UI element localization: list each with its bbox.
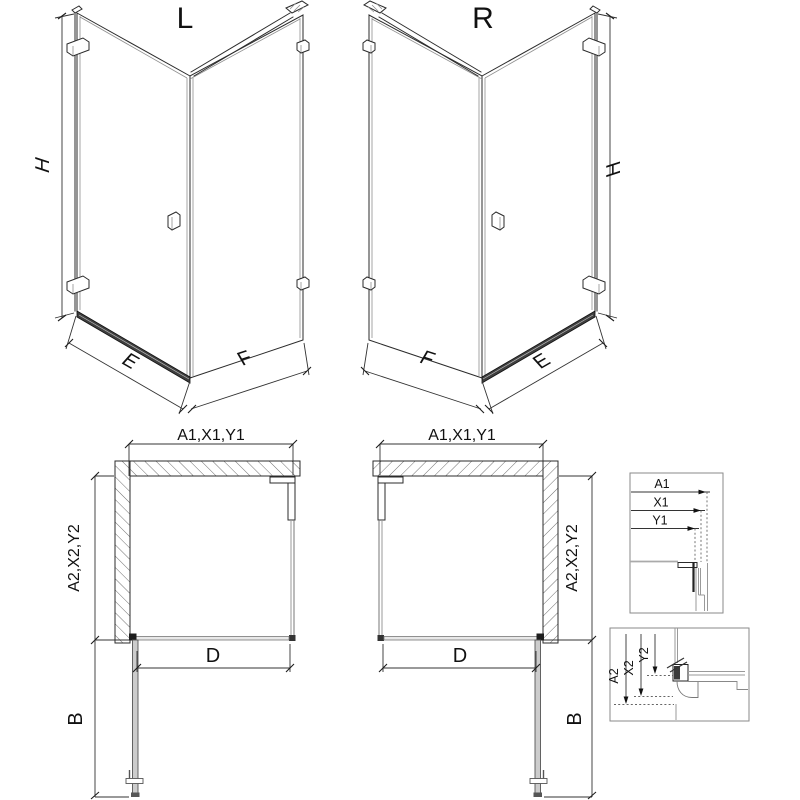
detail-floor-dim-x2: X2 bbox=[622, 660, 636, 676]
plan-view-right bbox=[373, 427, 596, 799]
height-dim-label-right: H bbox=[602, 158, 625, 180]
plan-right-depth-label: A2,X2,Y2 bbox=[564, 524, 581, 592]
detail-wall-dim-x1: X1 bbox=[653, 495, 669, 510]
wall-width-dim-label-right: F bbox=[415, 347, 439, 371]
detail-wall-dim-a1: A1 bbox=[654, 477, 670, 491]
detail-wall-dim-y1: Y1 bbox=[652, 513, 668, 528]
detail-floor-dim-a2: A2 bbox=[607, 668, 621, 684]
detail-floor-profile bbox=[607, 628, 749, 721]
detail-floor-dim-y2: Y2 bbox=[637, 647, 651, 663]
wall-width-dim-label-left: F bbox=[233, 347, 257, 371]
height-dim-label-left: H bbox=[31, 154, 54, 176]
iso-view-right bbox=[361, 1, 625, 414]
plan-view-left bbox=[65, 427, 300, 799]
plan-right-top-width-label: A1,X1,Y1 bbox=[428, 427, 496, 444]
plan-right-door-swing-label: B bbox=[564, 712, 586, 726]
plan-left-door-swing-label: B bbox=[65, 712, 87, 726]
plan-left-top-width-label: A1,X1,Y1 bbox=[177, 427, 245, 444]
plan-left-depth-label: A2,X2,Y2 bbox=[66, 524, 83, 592]
iso-view-left bbox=[31, 1, 311, 414]
door-width-dim-label-right: E bbox=[528, 349, 556, 374]
plan-right-dimensions bbox=[376, 440, 596, 799]
plan-right-entry-label: D bbox=[452, 645, 468, 667]
plan-left-entry-label: D bbox=[205, 645, 221, 667]
door-width-dim-label-left: E bbox=[116, 349, 144, 374]
variant-left-title: L bbox=[176, 2, 194, 35]
detail-wall-profile bbox=[630, 473, 723, 613]
variant-right-title: R bbox=[472, 2, 494, 35]
